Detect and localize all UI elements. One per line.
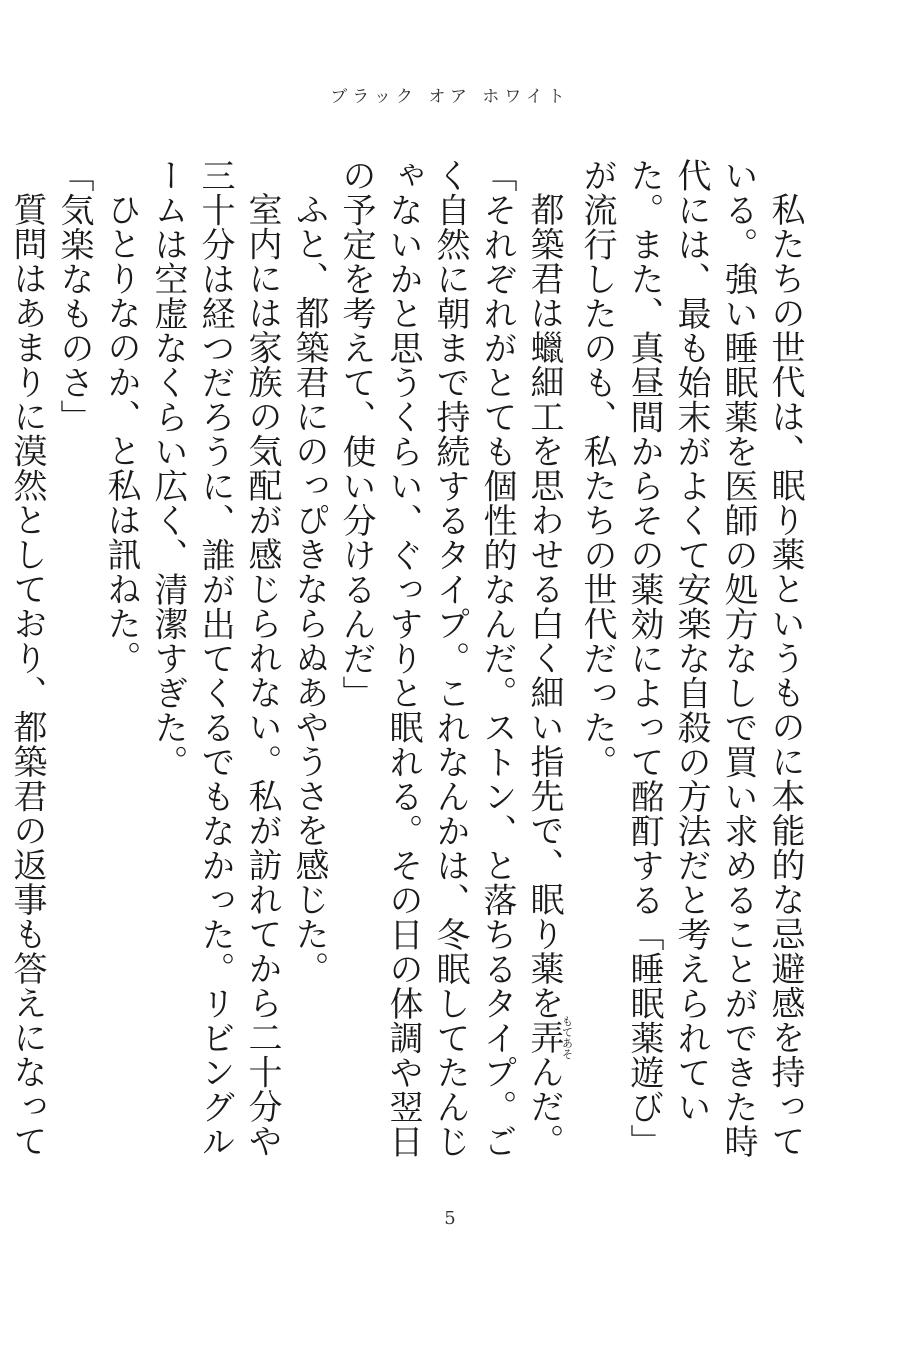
page-number: 5 [444,1208,456,1229]
paragraph-3: 「それぞれがとても個性的なんだ。ストン、と落ちるタイプ。ごく自然に朝まで持続するタイプ。これなんかは、冬眠してたんじゃないかと思うくらい、ぐっすりと眠れる。その日の体調や翌日の予定を考えて、使い分けるんだ」 [336,158,517,1159]
ruby-word-moteaso: 弄もてあそ [524,1015,574,1060]
paragraph-4: ふと、都築君にのっぴきならぬあやうさを感じた。 [289,192,329,986]
paragraph-1: 私たちの世代は、眠り薬というものに本能的な忌避感を持っている。強い睡眠薬を医師の処方なしで買い求めることができた時代には、最も始末がよくて安楽な自殺の方法だと考えられていた。また、真昼間からその薬効によって酩酊する「睡眠薬遊び」が流行したのも、私たちの世代だった。 [577,158,805,1159]
paragraph-5: 室内には家族の気配が感じられない。私が訪れてから二十分や三十分は経つだろうに、誰が出てくるでもなかった。リビングルームは空虚なくらい広く、清潔すぎた。 [148,158,282,1159]
paragraph-7: 「気楽なものさ」 [54,158,94,434]
paragraph-8: 質問はあまりに漠然としており、都築君の返事も答えになって [7,192,47,1158]
paragraph-2: 都築君は蠟細工を思わせる白く細い指先で、眠り薬を弄もてあそんだ。 [524,192,574,1158]
paragraph-6: ひとりなのか、と私は訊ねた。 [101,192,141,675]
running-header: ブラック オア ホワイト [330,87,570,107]
main-text [7,158,808,1178]
